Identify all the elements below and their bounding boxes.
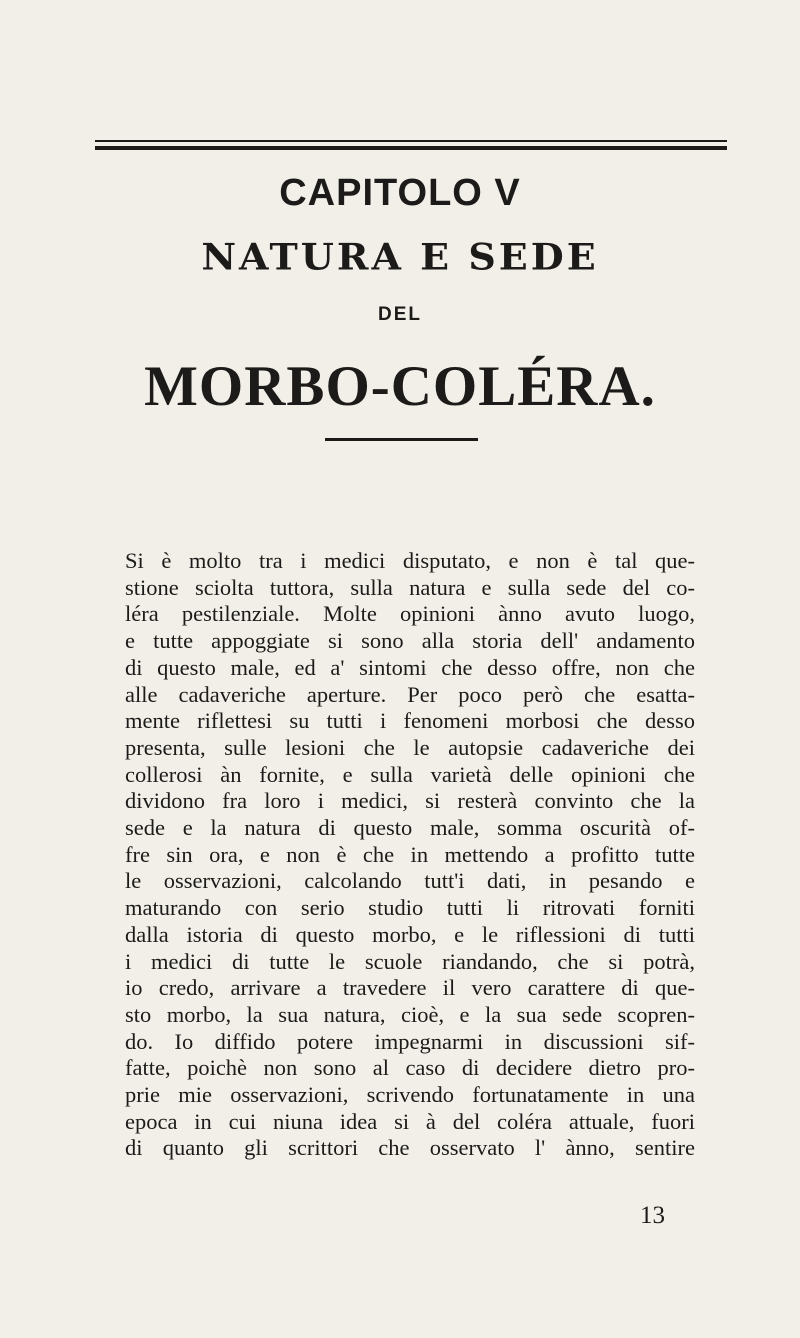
- text-line: sede e la natura di questo male, somma oscurità of-: [125, 815, 695, 841]
- text-line: collerosi àn fornite, e sulla varietà delle opinioni che: [125, 761, 695, 787]
- text-line: stione sciolta tuttora, sulla natura e sulla sede del co-: [125, 574, 695, 600]
- text-line: mente riflettesi su tutti i fenomeni morbosi che desso: [125, 708, 695, 734]
- text-line: i medici di tutte le scuole riandando, che si potrà,: [125, 948, 695, 974]
- body-paragraph: [125, 548, 695, 1162]
- text-line: e tutte appoggiate si sono alla storia dell' andamento: [125, 628, 695, 654]
- text-line: io credo, arrivare a travedere il vero carattere di que-: [125, 975, 695, 1001]
- text-line: do. Io diffido potere impegnarmi in discussioni sif-: [125, 1028, 695, 1054]
- top-rule-thick: [95, 146, 727, 150]
- page-number: 13: [640, 1202, 665, 1229]
- text-line: Si è molto tra i medici disputato, e non è tal que-: [125, 548, 695, 573]
- chapter-heading: CAPITOLO V: [279, 172, 521, 214]
- section-divider: [325, 438, 478, 441]
- text-line: le osservazioni, calcolando tutt'i dati, in pesando e: [125, 868, 695, 894]
- text-line: epoca in cui niuna idea si à del coléra attuale, fuori: [125, 1108, 695, 1134]
- text-line: di questo male, ed a' sintomi che desso offre, non che: [125, 654, 695, 680]
- chapter-title: MORBO-COLÉRA.: [144, 355, 656, 418]
- text-line: fre sin ora, e non è che in mettendo a profitto tutte: [125, 841, 695, 867]
- text-line: alle cadaveriche aperture. Per poco però che esatta-: [125, 681, 695, 707]
- text-line: maturando con serio studio tutti li ritrovati forniti: [125, 895, 695, 921]
- text-line: sto morbo, la sua natura, cioè, e la sua sede scopren-: [125, 1001, 695, 1027]
- top-rule-thin: [95, 140, 727, 142]
- text-line: fatte, poichè non sono al caso di decidere dietro pro-: [125, 1055, 695, 1081]
- text-line: dalla istoria di questo morbo, e le riflessioni di tutti: [125, 921, 695, 947]
- text-line: di quanto gli scrittori che osservato l' ànno, sentire: [125, 1135, 695, 1161]
- text-line: dividono fra loro i medici, si resterà convinto che la: [125, 788, 695, 814]
- text-line: presenta, sulle lesioni che le autopsie cadaveriche dei: [125, 734, 695, 760]
- chapter-subtitle: NATURA E SEDE: [201, 235, 599, 278]
- chapter-connector: DEL: [378, 304, 422, 325]
- text-line: prie mie osservazioni, scrivendo fortunatamente in una: [125, 1082, 695, 1108]
- text-line: léra pestilenziale. Molte opinioni ànno avuto luogo,: [125, 601, 695, 627]
